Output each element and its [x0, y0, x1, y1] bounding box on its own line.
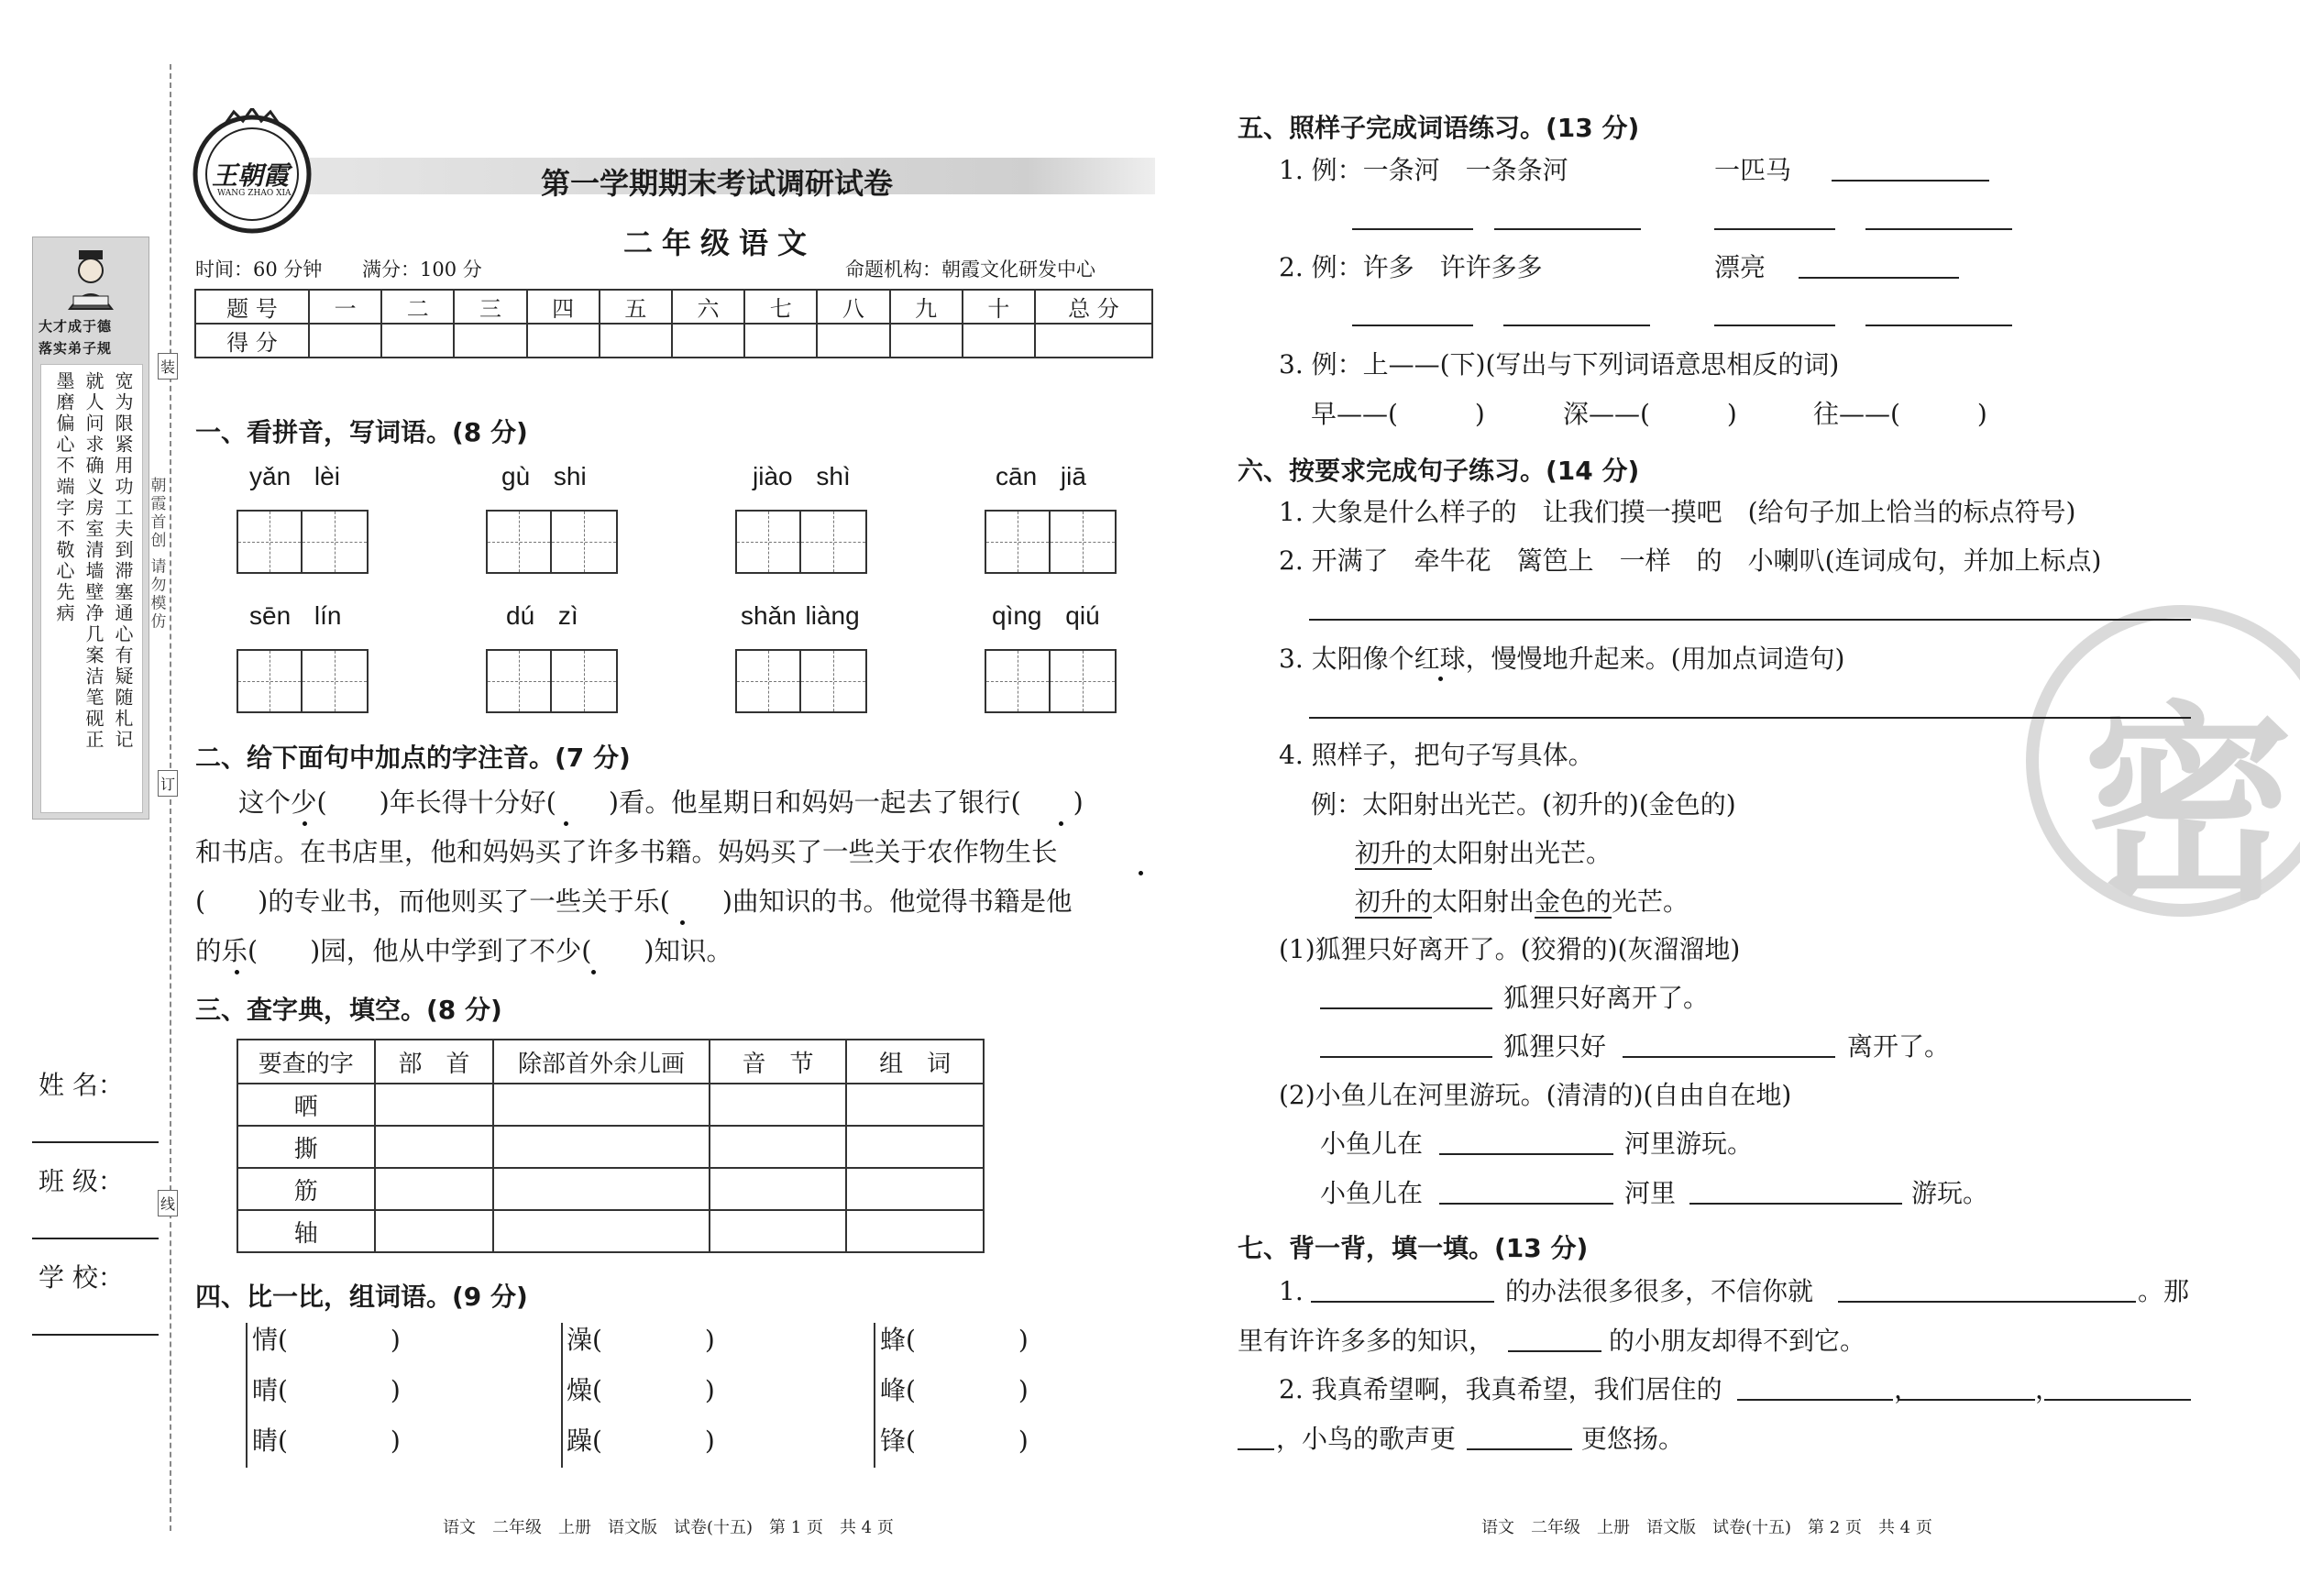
compare-word: 躁( )	[567, 1425, 715, 1456]
compare-word: 燥( )	[567, 1375, 715, 1405]
underlined-word: 金色的	[1535, 886, 1612, 917]
pinyin-1: yǎn lèi	[249, 462, 340, 490]
sentence-part: 光芒。	[1612, 886, 1689, 917]
q7-1-blank[interactable]	[1838, 1279, 2136, 1303]
dict-cell[interactable]	[493, 1210, 709, 1252]
score-cell[interactable]	[817, 324, 889, 358]
q7-2-blank[interactable]	[1238, 1426, 1274, 1450]
writing-grid[interactable]	[486, 649, 618, 713]
q6-4-ex1	[1355, 838, 1612, 868]
q7-2-blank[interactable]	[2044, 1377, 2191, 1401]
score-table-row1-label: 题 号	[195, 290, 309, 324]
dict-char: 撕	[237, 1126, 375, 1168]
dict-cell[interactable]	[710, 1210, 847, 1252]
q6-4-sub2: (2)小鱼儿在河里游玩。(清清的)(自由自在地)	[1279, 1080, 1792, 1110]
brand-logo	[188, 108, 316, 237]
time-info: 时间：60 分钟	[195, 259, 323, 281]
emphasis-dot	[1438, 677, 1443, 681]
sentence-part: 太阳射出光芒。	[1432, 838, 1612, 868]
dict-cell[interactable]	[710, 1126, 847, 1168]
group-bracket	[561, 1323, 563, 1468]
q5-1-answer[interactable]	[1865, 206, 2012, 230]
score-col: 十	[963, 290, 1035, 324]
q7-2-a: 2. 我真希望啊，我真希望，我们居住的	[1279, 1374, 1722, 1404]
score-col: 二	[381, 290, 454, 324]
q5-2-word: 漂亮	[1714, 252, 1766, 282]
section1-heading: 一、看拼音，写词语。(8 分)	[195, 417, 528, 447]
writing-grid[interactable]	[985, 510, 1117, 574]
emphasis-dot	[591, 970, 596, 974]
score-cell[interactable]	[672, 324, 744, 358]
organization: 命题机构：朝霞文化研发中心	[845, 259, 1095, 281]
pinyin-7: shǎn liàng	[741, 601, 860, 630]
sentence-part: 太阳射出	[1432, 886, 1535, 917]
score-cell[interactable]	[454, 324, 526, 358]
emphasis-dot	[1059, 821, 1063, 826]
q5-1-answer[interactable]	[1714, 206, 1835, 230]
underlined-word: 初升的	[1355, 838, 1433, 868]
q7-1-e: 的小朋友却得不到它。	[1609, 1326, 1866, 1356]
q6-4-ex2	[1355, 886, 1689, 917]
dict-cell[interactable]	[493, 1168, 709, 1210]
pinyin-6: dú zì	[506, 601, 578, 630]
writing-grid[interactable]	[486, 510, 618, 574]
score-col: 七	[744, 290, 817, 324]
q5-3-example: 3. 例：上——(下)(写出与下列词语意思相反的词)	[1279, 349, 1840, 380]
group-bracket	[246, 1323, 248, 1468]
sidebar-motto-line2: 落实弟子规	[39, 340, 113, 357]
compare-word: 蜂( )	[880, 1325, 1029, 1355]
score-cell[interactable]	[890, 324, 963, 358]
emphasis-dot	[235, 970, 239, 974]
emphasis-dot	[680, 920, 685, 925]
q6-4: 4. 照样子，把句子写具体。	[1279, 740, 1594, 770]
q5-2-answer[interactable]	[1714, 303, 1835, 326]
q5-2-answer[interactable]	[1352, 303, 1473, 326]
section2-line3: ( )的专业书，而他则买了一些关于乐( )曲知识的书。他觉得书籍是他	[195, 886, 1073, 917]
name-label: 姓 名：	[39, 1070, 124, 1100]
dict-cell[interactable]	[493, 1084, 709, 1126]
dict-char: 晒	[237, 1084, 375, 1126]
q5-2-answer[interactable]	[1865, 303, 2012, 326]
section2-line4: 的乐( )园，他从中学到了不少( )知识。	[195, 936, 732, 966]
q5-3-item: 往——( )	[1813, 399, 1987, 429]
score-col: 九	[890, 290, 963, 324]
score-cell[interactable]	[381, 324, 454, 358]
q5-3-item: 早——( )	[1311, 399, 1485, 429]
compare-word: 情( )	[252, 1325, 401, 1355]
section3-heading: 三、查字典，填空。(8 分)	[195, 995, 502, 1025]
section6-heading: 六、按要求完成句子练习。(14 分)	[1238, 456, 1640, 486]
q6-4-sub2-blank[interactable]	[1689, 1181, 1902, 1205]
q7-1-c: 。那	[2138, 1276, 2190, 1306]
q6-3-answer-line[interactable]	[1309, 717, 2191, 719]
exam-title: 第一学期期末考试调研试卷	[541, 166, 894, 201]
dict-cell[interactable]	[846, 1168, 984, 1210]
q6-4-sub1-b2: 离开了。	[1847, 1031, 1951, 1062]
pinyin-2: gù shi	[501, 462, 587, 490]
dict-cell[interactable]	[375, 1084, 494, 1126]
name-field[interactable]	[32, 1141, 159, 1143]
q7-2-blank[interactable]	[1737, 1377, 1893, 1401]
score-col: 六	[672, 290, 744, 324]
q7-2-comma: ，	[1894, 1374, 1920, 1404]
sidebar-motto-box	[32, 237, 149, 820]
score-cell[interactable]	[744, 324, 817, 358]
score-info: 满分：100 分	[362, 259, 482, 281]
score-col: 三	[454, 290, 526, 324]
dict-cell[interactable]	[846, 1210, 984, 1252]
section5-heading: 五、照样子完成词语练习。(13 分)	[1238, 113, 1640, 143]
subject-title: 二年级语文	[623, 226, 817, 260]
score-col: 四	[527, 290, 600, 324]
dict-header: 要查的字	[237, 1040, 375, 1084]
q6-4-sub2-b1: 小鱼儿在	[1320, 1178, 1424, 1208]
q5-1-word: 一匹马	[1714, 155, 1792, 185]
q6-4-sub2-blank[interactable]	[1439, 1131, 1613, 1155]
dict-header: 部 首	[375, 1040, 494, 1084]
q6-4-sub2-blank[interactable]	[1439, 1181, 1613, 1205]
sidebar-rule-col2: 就人问求确义房室清墙壁净几案洁笔砚正	[83, 371, 105, 751]
pinyin-8: qìng qiú	[992, 601, 1100, 630]
q6-4-sub1-a: 狐狸只好离开了。	[1503, 983, 1710, 1013]
dict-cell[interactable]	[710, 1084, 847, 1126]
q6-4-sub2-b2: 河里	[1624, 1178, 1677, 1208]
score-cell[interactable]	[1035, 324, 1152, 358]
q6-4-sub1-b1: 狐狸只好	[1503, 1031, 1607, 1062]
q6-4-sub1-blank[interactable]	[1623, 1034, 1835, 1058]
binding-mark-1: 装	[158, 353, 178, 380]
q5-2-answer[interactable]	[1503, 303, 1650, 326]
emphasis-dot	[564, 821, 568, 826]
q7-2-comma: ，	[2035, 1374, 2062, 1404]
section2-line1: 这个少( )年长得十分好( )看。他星期日和妈妈一起去了银行( )	[238, 787, 1084, 818]
q7-2-b: ，小鸟的歌声更	[1276, 1424, 1457, 1454]
writing-grid[interactable]	[237, 510, 369, 574]
dict-cell[interactable]	[710, 1168, 847, 1210]
writing-grid[interactable]	[735, 510, 867, 574]
q6-4-sub1: (1)狐狸只好离开了。(狡猾的)(灰溜溜地)	[1279, 934, 1741, 964]
q6-4-example: 例：太阳射出光芒。(初升的)(金色的)	[1311, 789, 1736, 820]
logo-text: 王朝霞	[212, 160, 290, 191]
dict-cell[interactable]	[846, 1126, 984, 1168]
dict-cell[interactable]	[846, 1084, 984, 1126]
pinyin-3: jiào shì	[753, 462, 851, 490]
q7-2-blank[interactable]	[1467, 1426, 1572, 1450]
school-label: 学 校：	[39, 1262, 124, 1293]
binding-mark-3: 线	[158, 1190, 178, 1216]
class-label: 班 级：	[39, 1166, 124, 1196]
compare-word: 晴( )	[252, 1375, 401, 1405]
section2-heading: 二、给下面句中加点的字注音。(7 分)	[195, 743, 631, 773]
group-bracket	[874, 1323, 875, 1468]
dict-header: 除部首外余儿画	[493, 1040, 709, 1084]
q7-2-blank[interactable]	[1898, 1377, 2035, 1401]
q6-2: 2. 开满了 牵牛花 篱笆上 一样 的 小喇叭(连词成句，并加上标点)	[1279, 545, 2102, 576]
score-table	[194, 289, 1153, 358]
q6-1: 1. 大象是什么样子的 让我们摸一摸吧 (给句子加上恰当的标点符号)	[1279, 497, 2076, 527]
q5-3-item: 深——( )	[1563, 399, 1737, 429]
dict-cell[interactable]	[375, 1210, 494, 1252]
compare-word: 锋( )	[880, 1425, 1029, 1456]
score-cell[interactable]	[963, 324, 1035, 358]
section4-heading: 四、比一比，组词语。(9 分)	[195, 1282, 528, 1312]
scholar-figure-icon	[61, 248, 121, 311]
compare-word: 峰( )	[880, 1375, 1029, 1405]
score-col: 一	[309, 290, 381, 324]
writing-grid[interactable]	[237, 649, 369, 713]
emphasis-dot	[1139, 871, 1143, 875]
score-cell[interactable]	[309, 324, 381, 358]
q6-4-sub1-blank[interactable]	[1320, 1034, 1492, 1058]
q6-4-sub1-blank[interactable]	[1320, 985, 1492, 1009]
compare-word: 睛( )	[252, 1425, 401, 1456]
dict-char: 轴	[237, 1210, 375, 1252]
binding-dashed-line	[170, 64, 171, 1531]
footer-right: 语文 二年级 上册 语文版 试卷(十五) 第 2 页 共 4 页	[1481, 1518, 1932, 1537]
q5-2-example: 2. 例：许多 许许多多	[1279, 252, 1543, 282]
q7-1-a: 1.	[1279, 1276, 1304, 1306]
underlined-word: 初升的	[1355, 886, 1433, 917]
q6-4-sub2-b3: 游玩。	[1911, 1178, 1989, 1208]
logo-subtext: WANG ZHAO XIA	[217, 189, 292, 198]
watermark-seal	[2026, 605, 2300, 930]
q6-4-sub2-a1: 小鱼儿在	[1320, 1128, 1424, 1159]
dict-header: 音 节	[710, 1040, 847, 1084]
q7-1-blank[interactable]	[1311, 1279, 1494, 1303]
q7-2-c: 更悠扬。	[1581, 1424, 1685, 1454]
copyright-note: 朝霞首创 请勿模仿	[147, 477, 166, 632]
q6-4-sub2-a2: 河里游玩。	[1624, 1128, 1754, 1159]
q6-2-answer-line[interactable]	[1309, 619, 2191, 621]
q7-1-d: 里有许许多多的知识，	[1238, 1326, 1495, 1356]
q5-2-answer[interactable]	[1799, 255, 1959, 279]
q5-1-example: 1. 例：一条河 一条条河	[1279, 155, 1568, 185]
watermark-text: 密	[2083, 685, 2294, 930]
footer-left: 语文 二年级 上册 语文版 试卷(十五) 第 1 页 共 4 页	[443, 1518, 894, 1537]
school-field[interactable]	[32, 1334, 159, 1336]
score-cell[interactable]	[600, 324, 672, 358]
compare-word: 澡( )	[567, 1325, 715, 1355]
dict-header: 组 词	[846, 1040, 984, 1084]
pinyin-4: cān jiā	[996, 462, 1086, 490]
score-cell[interactable]	[527, 324, 600, 358]
score-col: 五	[600, 290, 672, 324]
sidebar-rule-col3: 墨磨偏心不端字不敬心先病	[53, 371, 75, 624]
sidebar-rule-col1: 宽为限紧用功工夫到滞塞通心有疑随札记	[112, 371, 134, 751]
q7-1-blank[interactable]	[1508, 1328, 1601, 1352]
pinyin-5: sēn lín	[249, 601, 342, 630]
score-col-total: 总 分	[1035, 290, 1152, 324]
dict-char: 筋	[237, 1168, 375, 1210]
q6-3: 3. 太阳像个红球，慢慢地升起来。(用加点词造句)	[1279, 644, 1845, 674]
score-col: 八	[817, 290, 889, 324]
emphasis-dot	[303, 821, 307, 826]
score-table-row2-label: 得 分	[195, 324, 309, 358]
class-field[interactable]	[32, 1238, 159, 1239]
dict-cell[interactable]	[375, 1126, 494, 1168]
writing-grid[interactable]	[735, 649, 867, 713]
section2-line2: 和书店。在书店里，他和妈妈买了许多书籍。妈妈买了一些关于农作物生长	[195, 837, 1058, 867]
section7-heading: 七、背一背，填一填。(13 分)	[1238, 1233, 1589, 1263]
q7-1-b: 的办法很多很多，不信你就	[1505, 1276, 1814, 1306]
dictionary-table	[237, 1039, 985, 1253]
q5-1-answer[interactable]	[1352, 206, 1473, 230]
dict-cell[interactable]	[493, 1126, 709, 1168]
q5-1-answer[interactable]	[1832, 158, 1989, 182]
q5-1-answer[interactable]	[1494, 206, 1641, 230]
dict-cell[interactable]	[375, 1168, 494, 1210]
writing-grid[interactable]	[985, 649, 1117, 713]
binding-mark-2: 订	[158, 770, 178, 797]
sidebar-motto-line1: 大才成于德	[39, 318, 113, 335]
